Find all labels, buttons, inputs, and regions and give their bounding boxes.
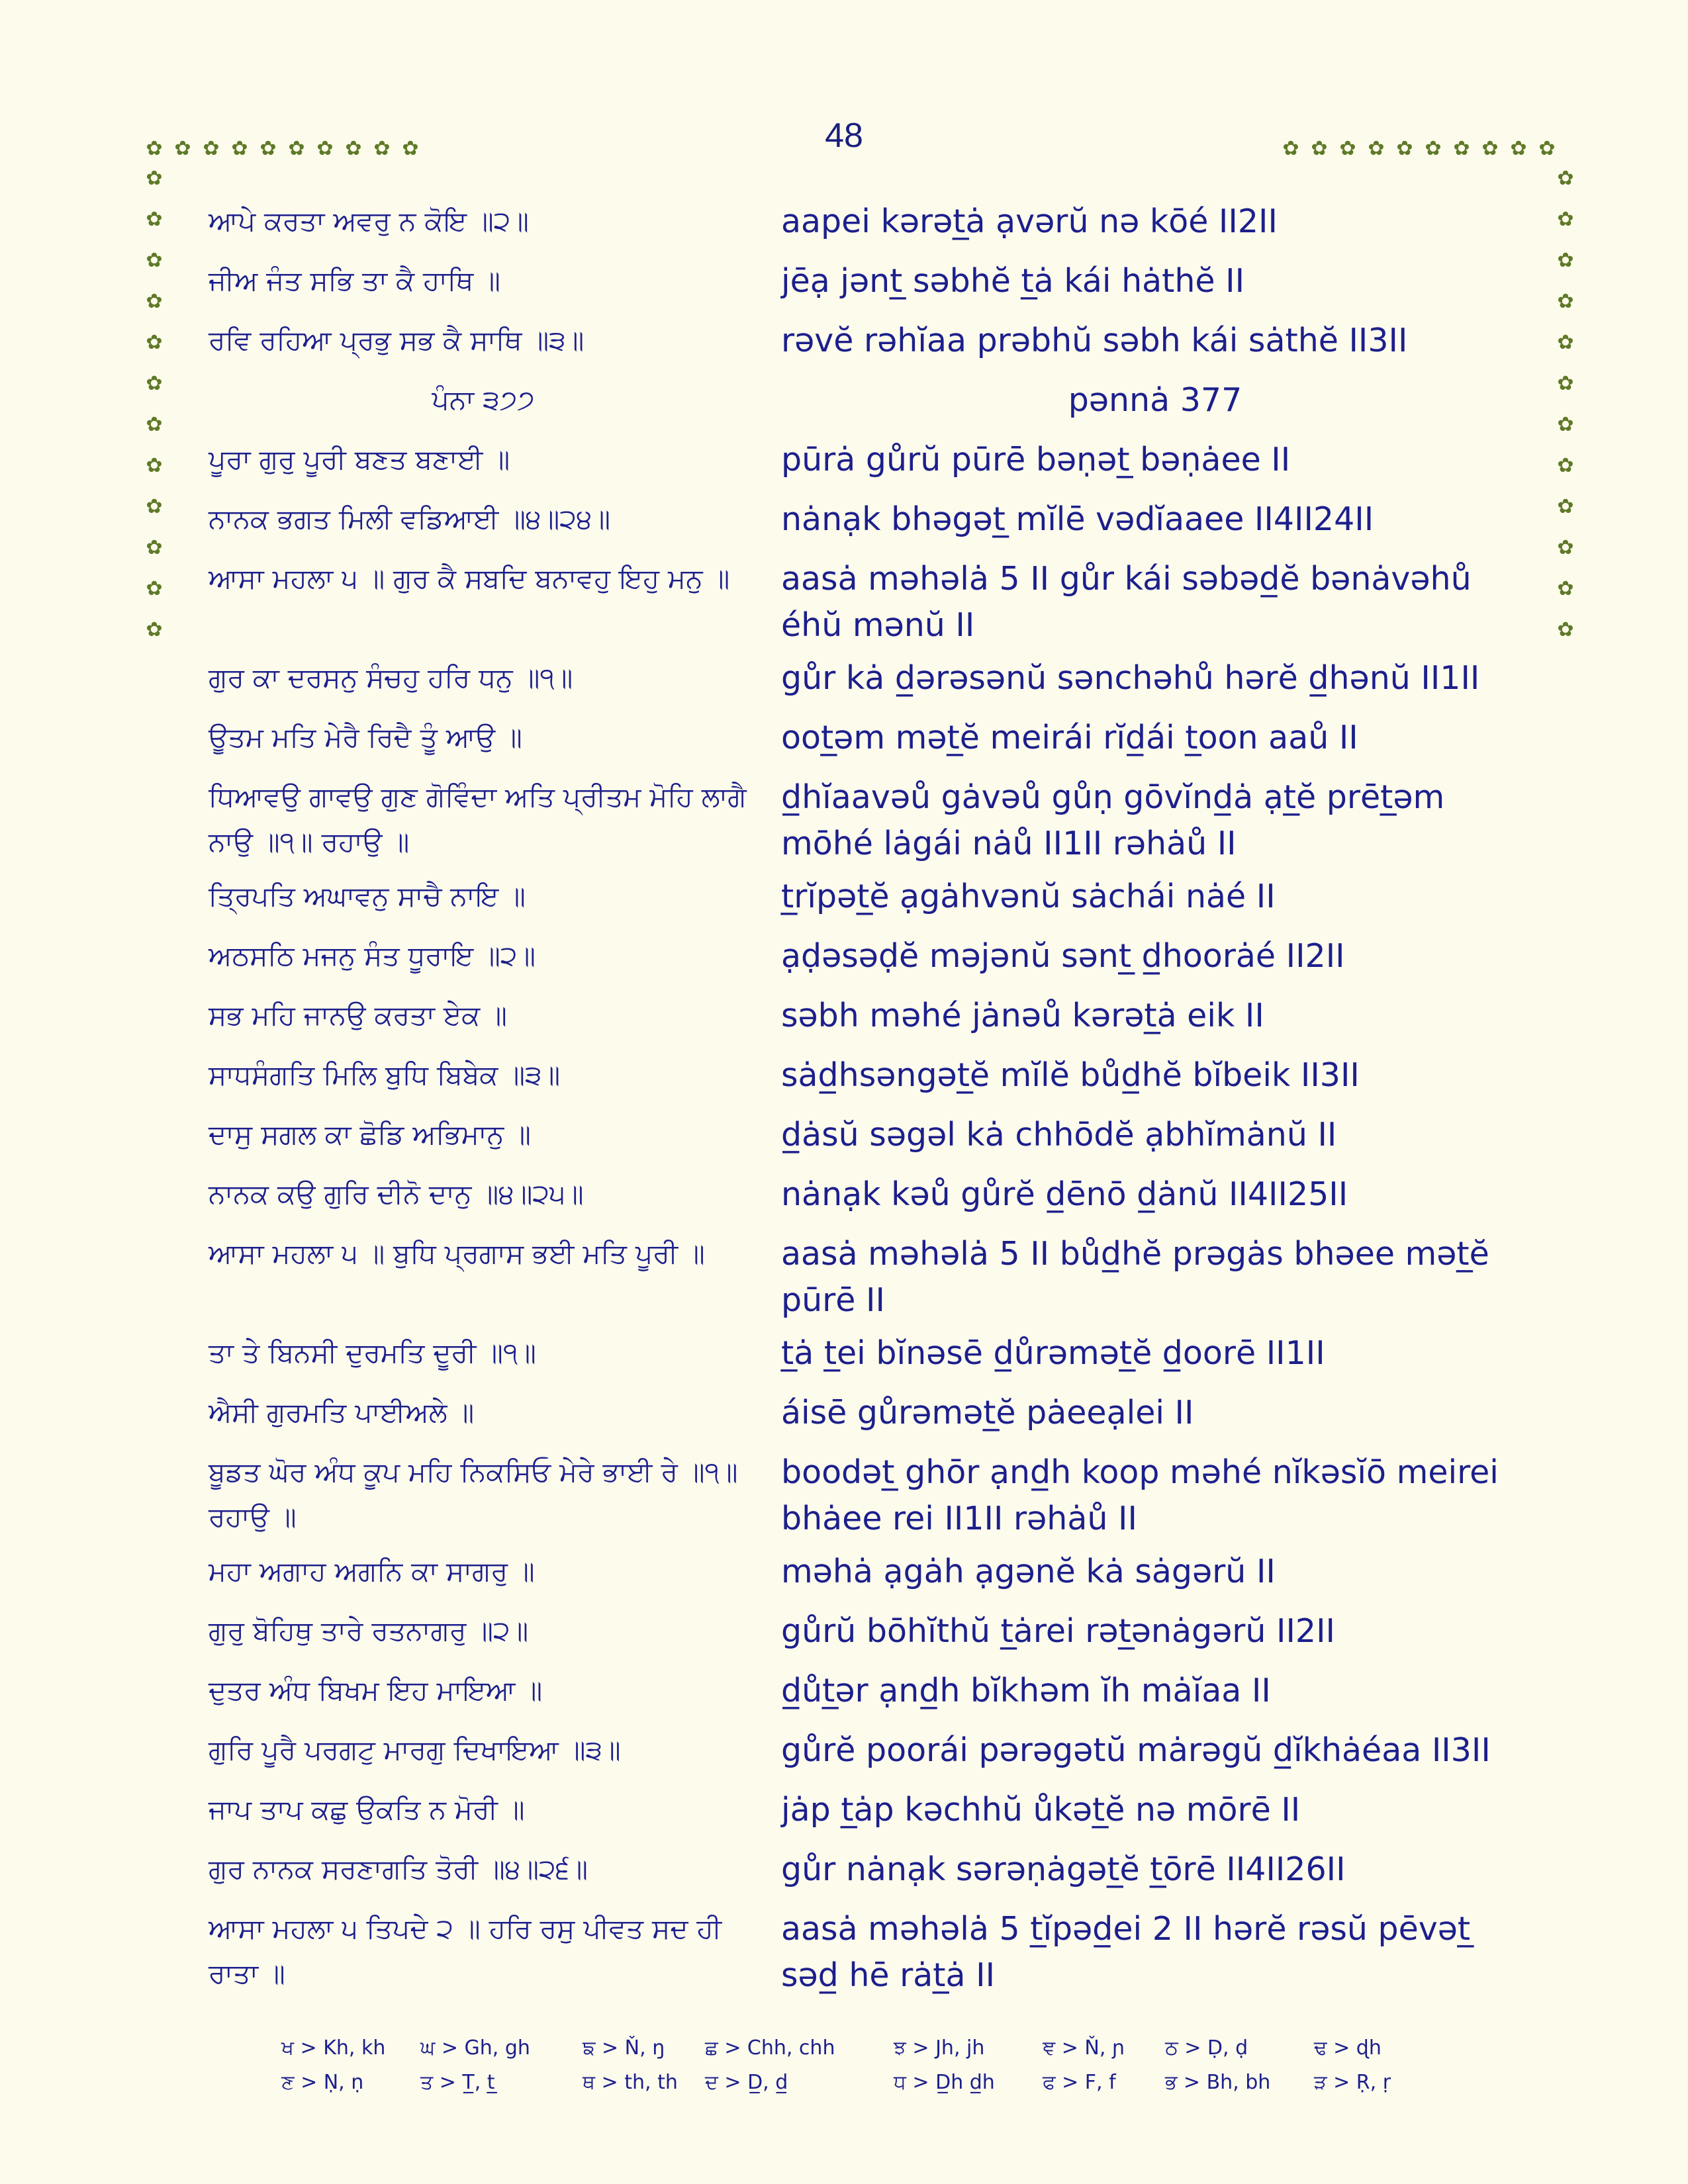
transliteration-text: gůrĕ poorái pərəgətŭ mȧrəgŭ d̲ĭkhȧéaa II3II <box>781 1731 1491 1769</box>
flower-icon: ✿ <box>1311 137 1328 160</box>
transliteration-text: d̲hĭaavəů gȧvəů gůṇ gōvĭnd̲ȧ ạt̲ĕ prēt̲əm mōhé lȧgái nȧů II1II rəhȧů II <box>781 778 1445 862</box>
gurmukhi-text: ਨਾਨਕ ਕਉ ਗੁਰਿ ਦੀਨੋ ਦਾਨੁ ॥੪॥੨੫॥ <box>209 1178 584 1210</box>
legend-entry: ਙ > Ň, ŋ <box>583 2036 665 2060</box>
flower-icon: ✿ <box>1557 331 1574 354</box>
flower-icon: ✿ <box>259 137 277 160</box>
page-number: 48 <box>825 116 863 155</box>
gurmukhi-text: ਆਸਾ ਮਹਲਾ ੫ ॥ ਗੁਰ ਕੈ ਸਬਦਿ ਬਨਾਵਹੁ ਇਹੁ ਮਨੁ ॥ <box>209 563 730 594</box>
flower-icon: ✿ <box>146 167 163 190</box>
legend-entry: ੜ > Ṛ, ṛ <box>1314 2071 1391 2094</box>
legend-entry: ਥ > th, th <box>583 2071 678 2094</box>
gurmukhi-text: ਆਪੇ ਕਰਤਾ ਅਵਰੁ ਨ ਕੋਇ ॥੨॥ <box>209 205 529 237</box>
legend-entry: ਞ > Ň, ɲ <box>1043 2036 1125 2060</box>
legend-entry: ਢ > ɖh <box>1314 2036 1382 2060</box>
flower-icon: ✿ <box>146 137 163 160</box>
transliteration-text: aasȧ məhəlȧ 5 t̲ĭpəd̲ei 2 II hərĕ rəsŭ pēvət̲ səd̲ hē rȧt̲ȧ II <box>781 1910 1471 1994</box>
transliteration-text: aasȧ məhəlȧ 5 II bůd̲hĕ prəgȧs bhəee mət̲ĕ pūrē II <box>781 1235 1489 1319</box>
transliteration-text: d̲ȧsŭ səgəl kȧ chhōdĕ ạbhĭmȧnŭ II <box>781 1116 1337 1154</box>
gurmukhi-text: ਧਿਆਵਉ ਗਾਵਉ ਗੁਣ ਗੋਵਿੰਦਾ ਅਤਿ ਪ੍ਰੀਤਮ ਮੋਹਿ ਲਾਗੈ ਨਾਉ ॥੧॥ ਰਹਾਉ ॥ <box>209 781 747 858</box>
flower-icon: ✿ <box>1557 536 1574 559</box>
legend-entry: ਤ > T̲, t̲ <box>420 2071 495 2094</box>
transliteration-text: məhȧ ạgȧh ạgənĕ kȧ sȧgərŭ II <box>781 1553 1276 1590</box>
gurmukhi-text: ਦਾਸੁ ਸਗਲ ਕਾ ਛੋਡਿ ਅਭਿਮਾਨੁ ॥ <box>209 1118 531 1150</box>
gurmukhi-text: ਗੁਰ ਕਾ ਦਰਸਨੁ ਸੰਚਹੁ ਹਰਿ ਧਨੁ ॥੧॥ <box>209 662 573 694</box>
flower-icon: ✿ <box>1453 137 1470 160</box>
transliteration-text: gůr kȧ d̲ərəsənŭ sənchəhů hərĕ d̲hənŭ II1II <box>781 659 1480 697</box>
flower-icon: ✿ <box>1557 577 1574 600</box>
legend-entry: ਝ > Jh, jh <box>894 2036 985 2060</box>
flower-icon: ✿ <box>373 137 391 160</box>
flower-icon: ✿ <box>1368 137 1385 160</box>
transliteration-text: gůr nȧnạk sərəṇȧgət̲ĕ t̲ōrē II4II26II <box>781 1850 1346 1888</box>
transliteration-text: aapei kərət̲ȧ ạvərŭ nə kōé II2II <box>781 203 1278 240</box>
legend-entry: ਫ > F, f <box>1043 2071 1116 2094</box>
flower-icon: ✿ <box>1557 495 1574 518</box>
flower-icon: ✿ <box>1557 618 1574 641</box>
flower-icon: ✿ <box>146 577 163 600</box>
flower-icon: ✿ <box>1557 454 1574 477</box>
transliteration-text: oot̲əm mət̲ĕ meirái rĭd̲ái t̲oon aaů II <box>781 719 1358 756</box>
flower-icon: ✿ <box>1557 208 1574 231</box>
transliteration-text: boodət̲ ghōr ạnd̲h koop məhé nĭkəsĭō meirei bhȧee rei II1II rəhȧů II <box>781 1453 1499 1537</box>
gurmukhi-text: ਸਭ ਮਹਿ ਜਾਨਉ ਕਰਤਾ ਏਕ ॥ <box>209 999 507 1031</box>
flower-icon: ✿ <box>1510 137 1527 160</box>
transliteration-text: səbh məhé jȧnəů kərət̲ȧ eik II <box>781 997 1264 1034</box>
transliteration-text: pūrȧ gůrŭ pūrē bəṇət̲ bəṇȧee II <box>781 441 1291 478</box>
flower-icon: ✿ <box>231 137 248 160</box>
gurmukhi-text: ਨਾਨਕ ਭਗਤ ਮਿਲੀ ਵਡਿਆਈ ॥੪॥੨੪॥ <box>209 503 611 535</box>
flower-icon: ✿ <box>1425 137 1442 160</box>
legend-entry: ਖ > Kh, kh <box>281 2036 386 2060</box>
flower-icon: ✿ <box>1481 137 1499 160</box>
gurmukhi-text: ਗੁਰ ਨਾਨਕ ਸਰਣਾਗਤਿ ਤੋਰੀ ॥੪॥੨੬॥ <box>209 1853 588 1885</box>
gurmukhi-text: ਤ੍ਰਿਪਤਿ ਅਘਾਵਨੁ ਸਾਚੈ ਨਾਇ ॥ <box>209 880 526 912</box>
flower-icon: ✿ <box>146 331 163 354</box>
transliteration-text: jēạ jənt̲ səbhĕ t̲ȧ kái hȧthĕ II <box>781 262 1245 300</box>
flower-icon: ✿ <box>146 618 163 641</box>
flower-icon: ✿ <box>402 137 419 160</box>
gurmukhi-text: ਆਸਾ ਮਹਲਾ ੫ ਤਿਪਦੇ ੨ ॥ ਹਰਿ ਰਸੁ ਪੀਵਤ ਸਦ ਹੀ ਰਾਤਾ ॥ <box>209 1913 722 1989</box>
flower-icon: ✿ <box>203 137 220 160</box>
flower-icon: ✿ <box>1557 413 1574 436</box>
flower-icon: ✿ <box>1557 249 1574 272</box>
legend-entry: ਦ > D̲, d̲ <box>705 2071 788 2094</box>
gurmukhi-text: ਤਾ ਤੇ ਬਿਨਸੀ ਦੁਰਮਤਿ ਦੂਰੀ ॥੧॥ <box>209 1337 536 1369</box>
gurmukhi-text: ਰਵਿ ਰਹਿਆ ਪ੍ਰਭੁ ਸਭ ਕੈ ਸਾਥਿ ॥੩॥ <box>209 324 585 356</box>
transliteration-text: d̲ůt̲ər ạnd̲h bĭkhəm ĭh mȧĭaa II <box>781 1672 1271 1709</box>
transliteration-text: aasȧ məhəlȧ 5 II gůr kái səbəd̲ĕ bənȧvəhů éhŭ mənŭ II <box>781 560 1472 644</box>
flower-icon: ✿ <box>1557 372 1574 395</box>
legend-entry: ਭ > Bh, bh <box>1165 2071 1271 2094</box>
flower-icon: ✿ <box>1282 137 1299 160</box>
flower-icon: ✿ <box>1538 137 1556 160</box>
flower-icon: ✿ <box>174 137 191 160</box>
flower-icon: ✿ <box>146 454 163 477</box>
flower-icon: ✿ <box>146 249 163 272</box>
transliteration-text: jȧp t̲ȧp kəchhŭ ůkət̲ĕ nə mōrē II <box>781 1791 1301 1829</box>
flower-icon: ✿ <box>146 413 163 436</box>
legend-entry: ਘ > Gh, gh <box>420 2036 530 2060</box>
flower-icon: ✿ <box>146 495 163 518</box>
gurmukhi-text: ਜੀਅ ਜੰਤ ਸਭਿ ਤਾ ਕੈ ਹਾਥਿ ॥ <box>209 265 500 296</box>
transliteration-text: t̲rĭpət̲ĕ ạgȧhvənŭ sȧchái nȧé II <box>781 878 1276 915</box>
gurmukhi-text: ਗੁਰਿ ਪੂਰੈ ਪਰਗਟੁ ਮਾਰਗੁ ਦਿਖਾਇਆ ॥੩॥ <box>209 1734 621 1766</box>
legend-entry: ਛ > Chh, chh <box>705 2036 835 2060</box>
transliteration-text: nȧnạk kəů gůrĕ d̲ēnō d̲ȧnŭ II4II25II <box>781 1175 1348 1213</box>
transliteration-text: áisē gůrəmət̲ĕ pȧeeạlei II <box>781 1394 1194 1432</box>
gurmukhi-text: ਮਹਾ ਅਗਾਹ ਅਗਨਿ ਕਾ ਸਾਗਰੁ ॥ <box>209 1555 535 1587</box>
flower-icon: ✿ <box>146 208 163 231</box>
legend-entry: ਧ > D̲h d̲h <box>894 2071 995 2094</box>
flower-icon: ✿ <box>1339 137 1356 160</box>
transliteration-text: ạḍəsəḍĕ məjənŭ sənt̲ d̲hoorȧé II2II <box>781 937 1345 975</box>
flower-icon: ✿ <box>146 290 163 313</box>
gurmukhi-text: ਸਾਧਸੰਗਤਿ ਮਿਲਿ ਬੁਧਿ ਬਿਬੇਕ ॥੩॥ <box>209 1059 561 1091</box>
flower-icon: ✿ <box>345 137 362 160</box>
flower-icon: ✿ <box>146 536 163 559</box>
legend-entry: ਠ > Ḍ, ḍ <box>1165 2036 1248 2060</box>
flower-icon: ✿ <box>1557 290 1574 313</box>
flower-icon: ✿ <box>1557 167 1574 190</box>
flower-icon: ✿ <box>1396 137 1413 160</box>
flower-icon: ✿ <box>146 372 163 395</box>
transliteration-text: rəvĕ rəhĭaa prəbhŭ səbh kái sȧthĕ II3II <box>781 322 1408 359</box>
transliteration-text: sȧd̲hsəngət̲ĕ mĭlĕ bůd̲hĕ bĭbeik II3II <box>781 1056 1360 1094</box>
flower-icon: ✿ <box>316 137 334 160</box>
flower-icon: ✿ <box>288 137 305 160</box>
transliteration-text: t̲ȧ t̲ei bĭnəsē d̲ůrəmət̲ĕ d̲oorē II1II <box>781 1334 1325 1372</box>
gurmukhi-text: ਦੁਤਰ ਅੰਧ ਬਿਖਮ ਇਹ ਮਾਇਆ ॥ <box>209 1674 543 1706</box>
gurmukhi-text: ਪੂਰਾ ਗੁਰੁ ਪੂਰੀ ਬਣਤ ਬਣਾਈ ॥ <box>209 443 510 475</box>
gurmukhi-text: ਐਸੀ ਗੁਰਮਤਿ ਪਾਈਅਲੇ ॥ <box>209 1396 475 1428</box>
gurmukhi-text: ਆਸਾ ਮਹਲਾ ੫ ॥ ਬੁਧਿ ਪ੍ਰਗਾਸ ਭਈ ਮਤਿ ਪੂਰੀ ॥ <box>209 1238 705 1269</box>
gurmukhi-text: ਪੰਨਾ ੩੭੭ <box>432 384 535 416</box>
transliteration-text: nȧnạk bhəgət̲ mĭlē vədĭaaee II4II24II <box>781 500 1374 538</box>
gurmukhi-text: ਜਾਪ ਤਾਪ ਕਛੁ ਉਕਤਿ ਨ ਮੋਰੀ ॥ <box>209 1794 525 1825</box>
transliteration-text: pənnȧ 377 <box>1068 381 1243 419</box>
gurmukhi-text: ਬੂਡਤ ਘੋਰ ਅੰਧ ਕੂਪ ਮਹਿ ਨਿਕਸਿਓ ਮੇਰੇ ਭਾਈ ਰੇ ॥੧॥ ਰਹਾਉ ॥ <box>209 1456 738 1533</box>
transliteration-text: gůrŭ bōhĭthŭ t̲ȧrei rət̲ənȧgərŭ II2II <box>781 1612 1335 1650</box>
legend-entry: ਣ > Ṇ, ṇ <box>281 2071 364 2094</box>
gurmukhi-text: ਅਠਸਠਿ ਮਜਨੁ ਸੰਤ ਧੂਰਾਇ ॥੨॥ <box>209 940 536 972</box>
gurmukhi-text: ਗੁਰੁ ਬੋਹਿਥੁ ਤਾਰੇ ਰਤਨਾਗਰੁ ॥੨॥ <box>209 1615 529 1647</box>
gurmukhi-text: ਊਤਮ ਮਤਿ ਮੇਰੈ ਰਿਦੈ ਤੂੰ ਆਉ ॥ <box>209 721 522 753</box>
